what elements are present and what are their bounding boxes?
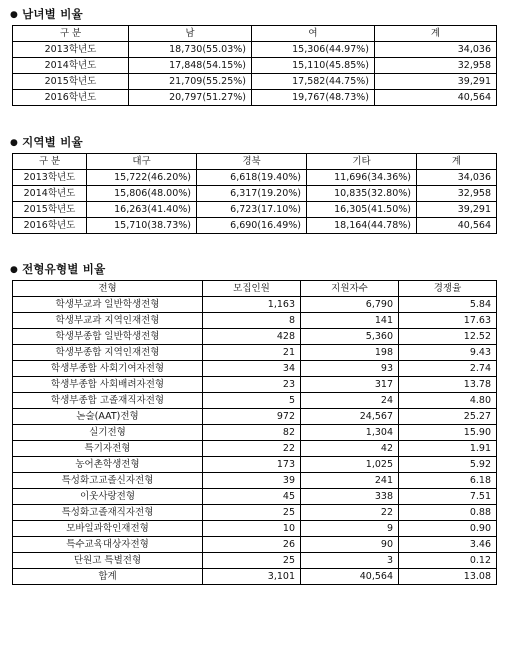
total-cell: 39,291 [417, 202, 497, 218]
region-header-cell: 경북 [197, 154, 307, 170]
gender-title-text: 남녀별 비율 [22, 7, 83, 21]
table-row [13, 170, 497, 186]
admission-type-cell: 학생부종합 고졸재직자전형 [13, 393, 203, 409]
table-row [13, 553, 497, 569]
gender-header-cell: 구 분 [13, 26, 129, 42]
admission-type-cell: 학생부종합 지역인재전형 [13, 345, 203, 361]
competition-ratio-cell: 12.52 [399, 329, 497, 345]
admission-type-cell: 농어촌학생전형 [13, 457, 203, 473]
competition-ratio-cell: 0.88 [399, 505, 497, 521]
quota-cell: 34 [203, 361, 301, 377]
gyeongbuk-cell: 6,317(19.20%) [197, 186, 307, 202]
quota-cell: 25 [203, 553, 301, 569]
other-cell: 18,164(44.78%) [307, 218, 417, 234]
total-cell: 32,958 [417, 186, 497, 202]
admission-type-cell: 모바일과학인재전형 [13, 521, 203, 537]
quota-cell: 22 [203, 441, 301, 457]
total-cell: 40,564 [417, 218, 497, 234]
quota-cell: 45 [203, 489, 301, 505]
region-header-cell: 구 분 [13, 154, 87, 170]
quota-cell: 82 [203, 425, 301, 441]
table-row [13, 218, 497, 234]
admission-type-cell: 실기전형 [13, 425, 203, 441]
table-row [13, 58, 497, 74]
competition-ratio-cell: 25.27 [399, 409, 497, 425]
quota-cell: 173 [203, 457, 301, 473]
year-cell: 2015학년도 [13, 74, 129, 90]
competition-ratio-cell: 0.90 [399, 521, 497, 537]
region-header-row [13, 154, 497, 170]
table-row [13, 186, 497, 202]
total-row [13, 569, 497, 585]
male-cell: 18,730(55.03%) [129, 42, 252, 58]
gender-header-cell: 여 [252, 26, 375, 42]
male-cell: 20,797(51.27%) [129, 90, 252, 106]
other-cell: 16,305(41.50%) [307, 202, 417, 218]
admission-type-cell: 합계 [13, 569, 203, 585]
applicants-cell: 24 [301, 393, 399, 409]
quota-cell: 23 [203, 377, 301, 393]
competition-ratio-cell: 7.51 [399, 489, 497, 505]
female-cell: 19,767(48.73%) [252, 90, 375, 106]
male-cell: 17,848(54.15%) [129, 58, 252, 74]
daegu-cell: 15,710(38.73%) [87, 218, 197, 234]
table-row [13, 329, 497, 345]
competition-ratio-cell: 17.63 [399, 313, 497, 329]
table-row [13, 505, 497, 521]
region-section-title [10, 134, 83, 150]
gender-section-title [10, 6, 83, 22]
other-cell: 11,696(34.36%) [307, 170, 417, 186]
applicants-cell: 317 [301, 377, 399, 393]
year-cell: 2014학년도 [13, 186, 87, 202]
daegu-cell: 15,722(46.20%) [87, 170, 197, 186]
admission-section-title [10, 261, 105, 277]
admission-header-row [13, 281, 497, 297]
quota-cell: 25 [203, 505, 301, 521]
applicants-cell: 198 [301, 345, 399, 361]
applicants-cell: 3 [301, 553, 399, 569]
gender-header-cell: 계 [375, 26, 497, 42]
female-cell: 15,306(44.97%) [252, 42, 375, 58]
quota-cell: 3,101 [203, 569, 301, 585]
competition-ratio-cell: 4.80 [399, 393, 497, 409]
gender-header-cell: 남 [129, 26, 252, 42]
table-row [13, 409, 497, 425]
quota-cell: 1,163 [203, 297, 301, 313]
table-row [13, 90, 497, 106]
table-row [13, 441, 497, 457]
total-cell: 34,036 [375, 42, 497, 58]
quota-cell: 972 [203, 409, 301, 425]
table-row [13, 74, 497, 90]
gender-table [12, 25, 497, 106]
table-row [13, 537, 497, 553]
competition-ratio-cell: 0.12 [399, 553, 497, 569]
admission-header-cell: 모집인원 [203, 281, 301, 297]
region-header-cell: 계 [417, 154, 497, 170]
region-title-text: 지역별 비율 [22, 135, 83, 149]
competition-ratio-cell: 13.08 [399, 569, 497, 585]
admission-type-cell: 특성화고졸재직자전형 [13, 505, 203, 521]
admission-type-cell: 이웃사랑전형 [13, 489, 203, 505]
admission-type-cell: 특기자전형 [13, 441, 203, 457]
table-row [13, 42, 497, 58]
applicants-cell: 9 [301, 521, 399, 537]
competition-ratio-cell: 5.84 [399, 297, 497, 313]
gyeongbuk-cell: 6,723(17.10%) [197, 202, 307, 218]
admission-type-cell: 특성화고교졸신자전형 [13, 473, 203, 489]
admission-header-cell: 전형 [13, 281, 203, 297]
female-cell: 17,582(44.75%) [252, 74, 375, 90]
competition-ratio-cell: 5.92 [399, 457, 497, 473]
gyeongbuk-cell: 6,690(16.49%) [197, 218, 307, 234]
total-cell: 32,958 [375, 58, 497, 74]
year-cell: 2013학년도 [13, 42, 129, 58]
region-table [12, 153, 497, 234]
applicants-cell: 90 [301, 537, 399, 553]
table-row [13, 425, 497, 441]
quota-cell: 26 [203, 537, 301, 553]
applicants-cell: 141 [301, 313, 399, 329]
year-cell: 2015학년도 [13, 202, 87, 218]
admission-type-cell: 학생부교과 지역인재전형 [13, 313, 203, 329]
applicants-cell: 1,025 [301, 457, 399, 473]
applicants-cell: 1,304 [301, 425, 399, 441]
competition-ratio-cell: 6.18 [399, 473, 497, 489]
table-row [13, 202, 497, 218]
table-row [13, 473, 497, 489]
quota-cell: 8 [203, 313, 301, 329]
applicants-cell: 241 [301, 473, 399, 489]
bullet-icon: ● [10, 138, 19, 148]
female-cell: 15,110(45.85%) [252, 58, 375, 74]
daegu-cell: 16,263(41.40%) [87, 202, 197, 218]
total-cell: 39,291 [375, 74, 497, 90]
applicants-cell: 338 [301, 489, 399, 505]
year-cell: 2016학년도 [13, 218, 87, 234]
applicants-cell: 42 [301, 441, 399, 457]
year-cell: 2014학년도 [13, 58, 129, 74]
table-row [13, 361, 497, 377]
other-cell: 10,835(32.80%) [307, 186, 417, 202]
year-cell: 2013학년도 [13, 170, 87, 186]
admission-header-cell: 지원자수 [301, 281, 399, 297]
applicants-cell: 5,360 [301, 329, 399, 345]
table-row [13, 393, 497, 409]
year-cell: 2016학년도 [13, 90, 129, 106]
table-row [13, 457, 497, 473]
competition-ratio-cell: 1.91 [399, 441, 497, 457]
admission-type-cell: 학생부종합 일반학생전형 [13, 329, 203, 345]
quota-cell: 39 [203, 473, 301, 489]
admission-type-cell: 특수교육대상자전형 [13, 537, 203, 553]
quota-cell: 428 [203, 329, 301, 345]
table-row [13, 377, 497, 393]
table-row [13, 521, 497, 537]
applicants-cell: 6,790 [301, 297, 399, 313]
admission-type-cell: 학생부교과 일반학생전형 [13, 297, 203, 313]
competition-ratio-cell: 9.43 [399, 345, 497, 361]
admission-type-cell: 논술(AAT)전형 [13, 409, 203, 425]
region-header-cell: 기타 [307, 154, 417, 170]
table-row [13, 489, 497, 505]
region-header-cell: 대구 [87, 154, 197, 170]
admission-type-cell: 학생부종합 사회기여자전형 [13, 361, 203, 377]
applicants-cell: 93 [301, 361, 399, 377]
competition-ratio-cell: 15.90 [399, 425, 497, 441]
admission-type-cell: 단원고 특별전형 [13, 553, 203, 569]
daegu-cell: 15,806(48.00%) [87, 186, 197, 202]
admission-header-cell: 경쟁율 [399, 281, 497, 297]
total-cell: 34,036 [417, 170, 497, 186]
quota-cell: 5 [203, 393, 301, 409]
applicants-cell: 22 [301, 505, 399, 521]
table-row [13, 297, 497, 313]
gyeongbuk-cell: 6,618(19.40%) [197, 170, 307, 186]
competition-ratio-cell: 3.46 [399, 537, 497, 553]
bullet-icon: ● [10, 265, 19, 275]
bullet-icon: ● [10, 10, 19, 20]
admission-table [12, 280, 497, 585]
total-cell: 40,564 [375, 90, 497, 106]
admission-title-text: 전형유형별 비율 [22, 262, 106, 276]
quota-cell: 21 [203, 345, 301, 361]
competition-ratio-cell: 2.74 [399, 361, 497, 377]
table-row [13, 345, 497, 361]
competition-ratio-cell: 13.78 [399, 377, 497, 393]
quota-cell: 10 [203, 521, 301, 537]
admission-type-cell: 학생부종합 사회배려자전형 [13, 377, 203, 393]
table-row [13, 313, 497, 329]
applicants-cell: 24,567 [301, 409, 399, 425]
applicants-cell: 40,564 [301, 569, 399, 585]
gender-header-row [13, 26, 497, 42]
male-cell: 21,709(55.25%) [129, 74, 252, 90]
